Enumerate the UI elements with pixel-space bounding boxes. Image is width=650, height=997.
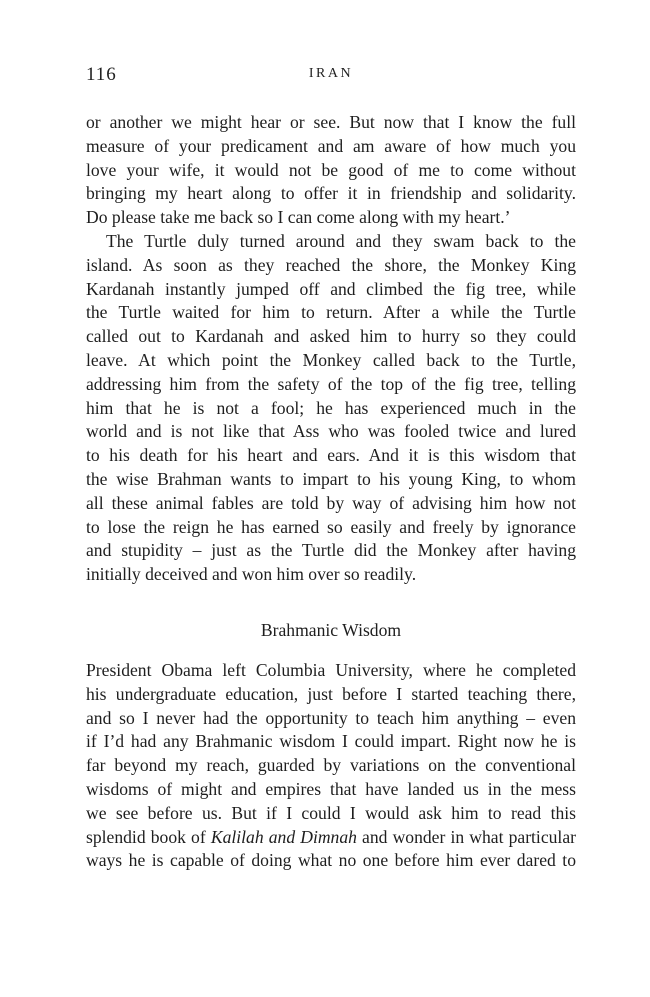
text-line: initially deceived and won him over so readily. xyxy=(86,564,417,585)
text-line: all these animal fables are told by way of advising him how not xyxy=(86,492,576,513)
text-line: to lose the reign he has earned so easily and freely by ignorance xyxy=(86,516,576,537)
text-line: ways he is capable of doing what no one before him ever dared to xyxy=(86,850,576,871)
text-line: if I’d had any Brahmanic wisdom I could impart. Right now he is xyxy=(86,731,576,752)
text-line: President Obama left Columbia University, where he completed xyxy=(86,660,576,680)
text-line: the Turtle waited for him to return. After a while the Turtle xyxy=(86,302,576,323)
text-fragment: splendid book of xyxy=(86,826,211,847)
text-line: and stupidity – just as the Turtle did the Monkey after having xyxy=(86,540,576,561)
text-line: measure of your predicament and am aware of how much you xyxy=(86,135,576,156)
text-line: wisdoms of might and empires that have landed us in the mess xyxy=(86,778,576,799)
text-line: the wise Brahman wants to impart to his young King, to whom xyxy=(86,468,576,489)
book-title-italic: Kalilah and Dimnah xyxy=(210,826,357,847)
text-line: world and is not like that Ass who was fooled twice and lured xyxy=(86,421,576,442)
text-line: we see before us. But if I could I would ask him to read this xyxy=(86,802,576,823)
text-line-with-italic xyxy=(86,826,576,850)
text-line: his undergraduate education, just before I started teaching there, xyxy=(86,683,576,704)
running-title: IRAN xyxy=(308,66,354,81)
text-line: him that he is not a fool; he has experienced much in the xyxy=(86,397,576,418)
section-heading: Brahmanic Wisdom xyxy=(260,620,402,640)
text-line: leave. At which point the Monkey called back to the Turtle, xyxy=(86,349,576,370)
running-head xyxy=(86,64,576,88)
text-line: Do please take me back so I can come along with my heart.’ xyxy=(86,207,511,228)
text-line: or another we might hear or see. But now that I know the full xyxy=(86,112,576,132)
text-line: to his death for his heart and ears. And it is this wisdom that xyxy=(86,445,576,466)
text-line: island. As soon as they reached the shore, the Monkey King xyxy=(86,254,576,275)
text-line: called out to Kardanah and asked him to hurry so they could xyxy=(86,326,576,347)
text-fragment: and wonder in what particular xyxy=(356,826,576,847)
text-line: addressing him from the safety of the top of the fig tree, telling xyxy=(86,373,576,394)
page-number: 116 xyxy=(86,64,117,85)
text-line: Kardanah instantly jumped off and climbed the fig tree, while xyxy=(86,278,576,299)
body-text-block-2 xyxy=(86,659,576,873)
text-line: and so I never had the opportunity to teach him anything – even xyxy=(86,707,576,728)
text-line: bringing my heart along to offer it in friendship and solidarity. xyxy=(86,183,576,204)
text-line: far beyond my reach, guarded by variations on the conventional xyxy=(86,755,576,776)
text-line: The Turtle duly turned around and they swam back to the xyxy=(106,230,576,251)
text-line: love your wife, it would not be good of me to come without xyxy=(86,159,576,180)
body-text-block-1 xyxy=(86,111,576,587)
